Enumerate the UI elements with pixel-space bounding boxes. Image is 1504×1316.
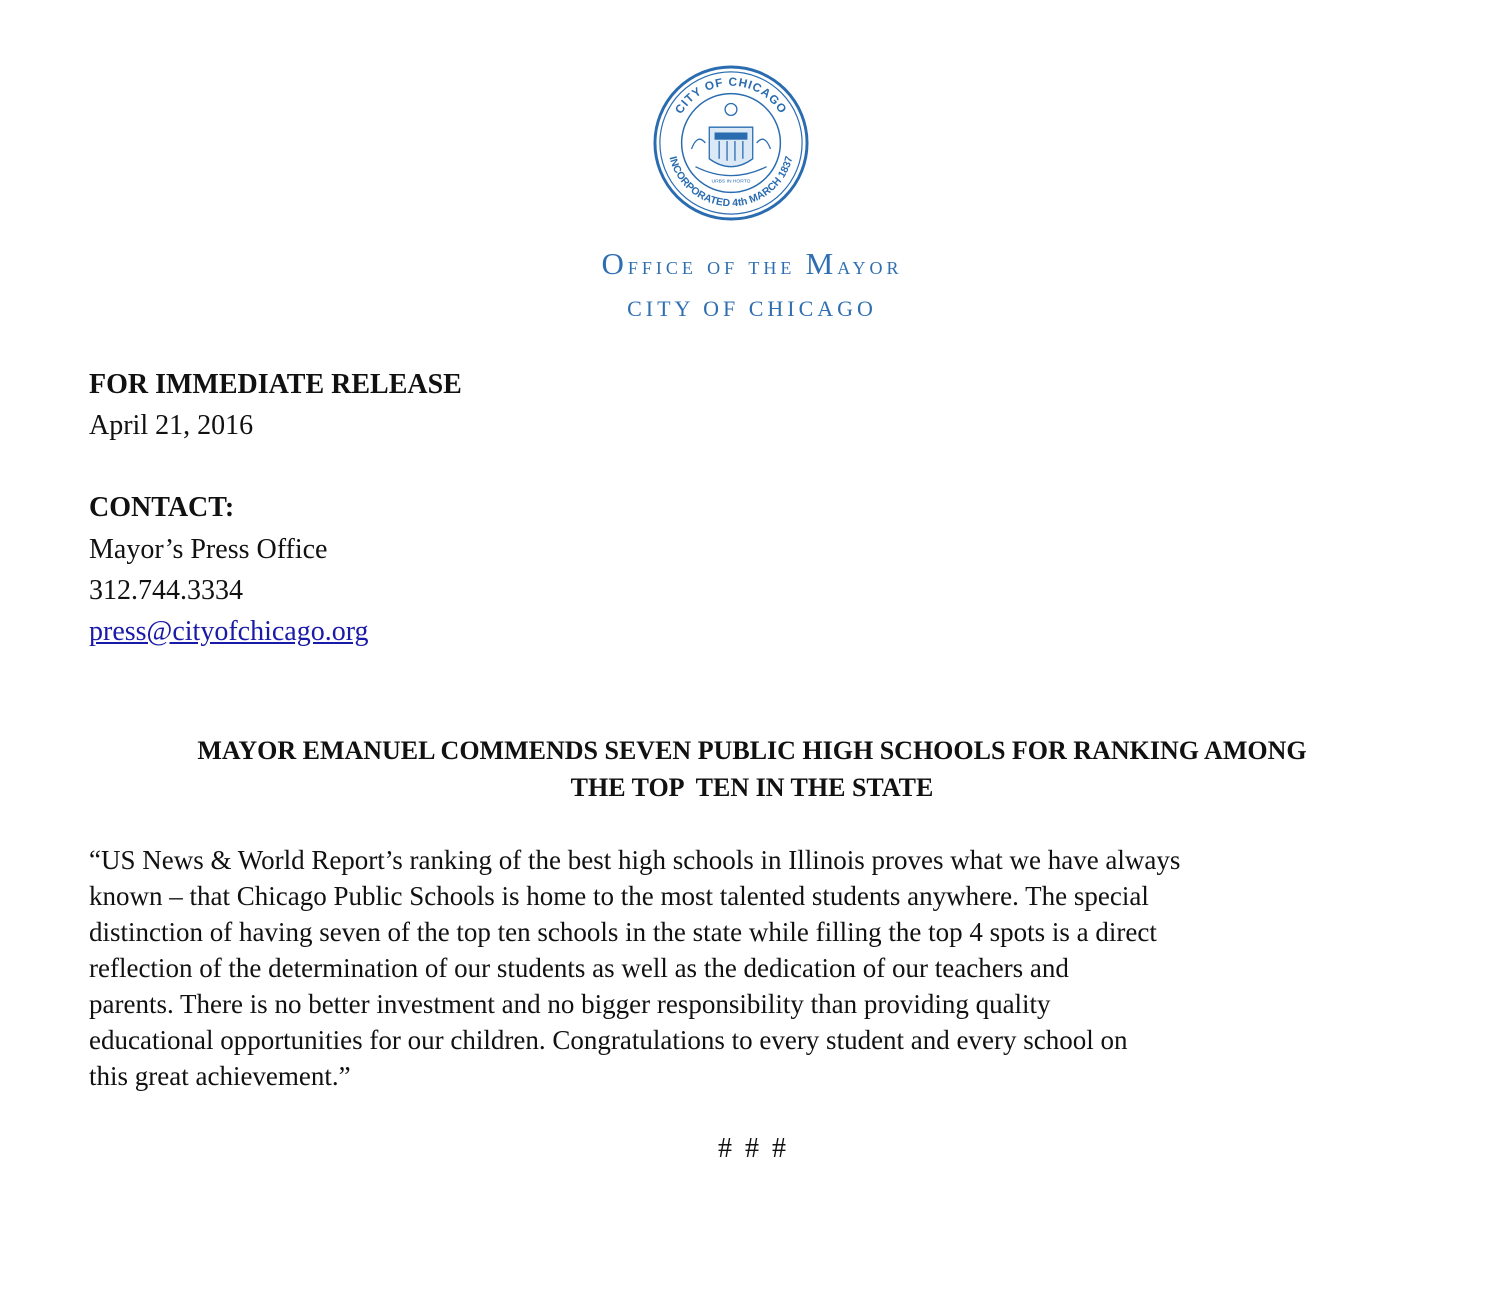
city-of-chicago-seal bbox=[652, 64, 810, 222]
release-date: April 21, 2016 bbox=[89, 410, 254, 441]
contact-label: CONTACT: bbox=[89, 492, 235, 523]
body-line: known – that Chicago Public Schools is home to the most talented students anywhere. The special bbox=[89, 881, 1149, 911]
headline-line-1: MAYOR EMANUEL COMMENDS SEVEN PUBLIC HIGH SCHOOLS FOR RANKING AMONG bbox=[197, 736, 1307, 765]
body-line: “US News & World Report’s ranking of the best high schools in Illinois proves what we have always bbox=[89, 845, 1181, 875]
release-label: FOR IMMEDIATE RELEASE bbox=[89, 369, 462, 400]
office-of-the-mayor-heading: Office of the Mayor bbox=[601, 246, 903, 281]
body-line: educational opportunities for our children. Congratulations to every student and every school on bbox=[89, 1025, 1128, 1055]
contact-email-link[interactable]: press@cityofchicago.org bbox=[89, 616, 369, 647]
seal-bottom-text: INCORPORATED 4th MARCH 1837 bbox=[666, 155, 796, 210]
contact-phone: 312.744.3334 bbox=[89, 575, 243, 606]
body-line: this great achievement.” bbox=[89, 1061, 351, 1091]
headline-line-2: THE TOP TEN IN THE STATE bbox=[570, 773, 934, 802]
body-line: reflection of the determination of our students as well as the dedication of our teachers and bbox=[89, 953, 1069, 983]
contact-office: Mayor’s Press Office bbox=[89, 534, 328, 565]
seal-motto: URBS IN HORTO bbox=[711, 179, 751, 185]
body-line: parents. There is no better investment and no bigger responsibility than providing quality bbox=[89, 989, 1051, 1019]
seal-top-text: CITY OF CHICAGO bbox=[671, 74, 791, 117]
city-of-chicago-heading: CITY OF CHICAGO bbox=[627, 296, 877, 321]
end-mark: # # # bbox=[718, 1133, 786, 1164]
body-line: distinction of having seven of the top ten schools in the state while filling the top 4 spots is a direct bbox=[89, 917, 1157, 947]
